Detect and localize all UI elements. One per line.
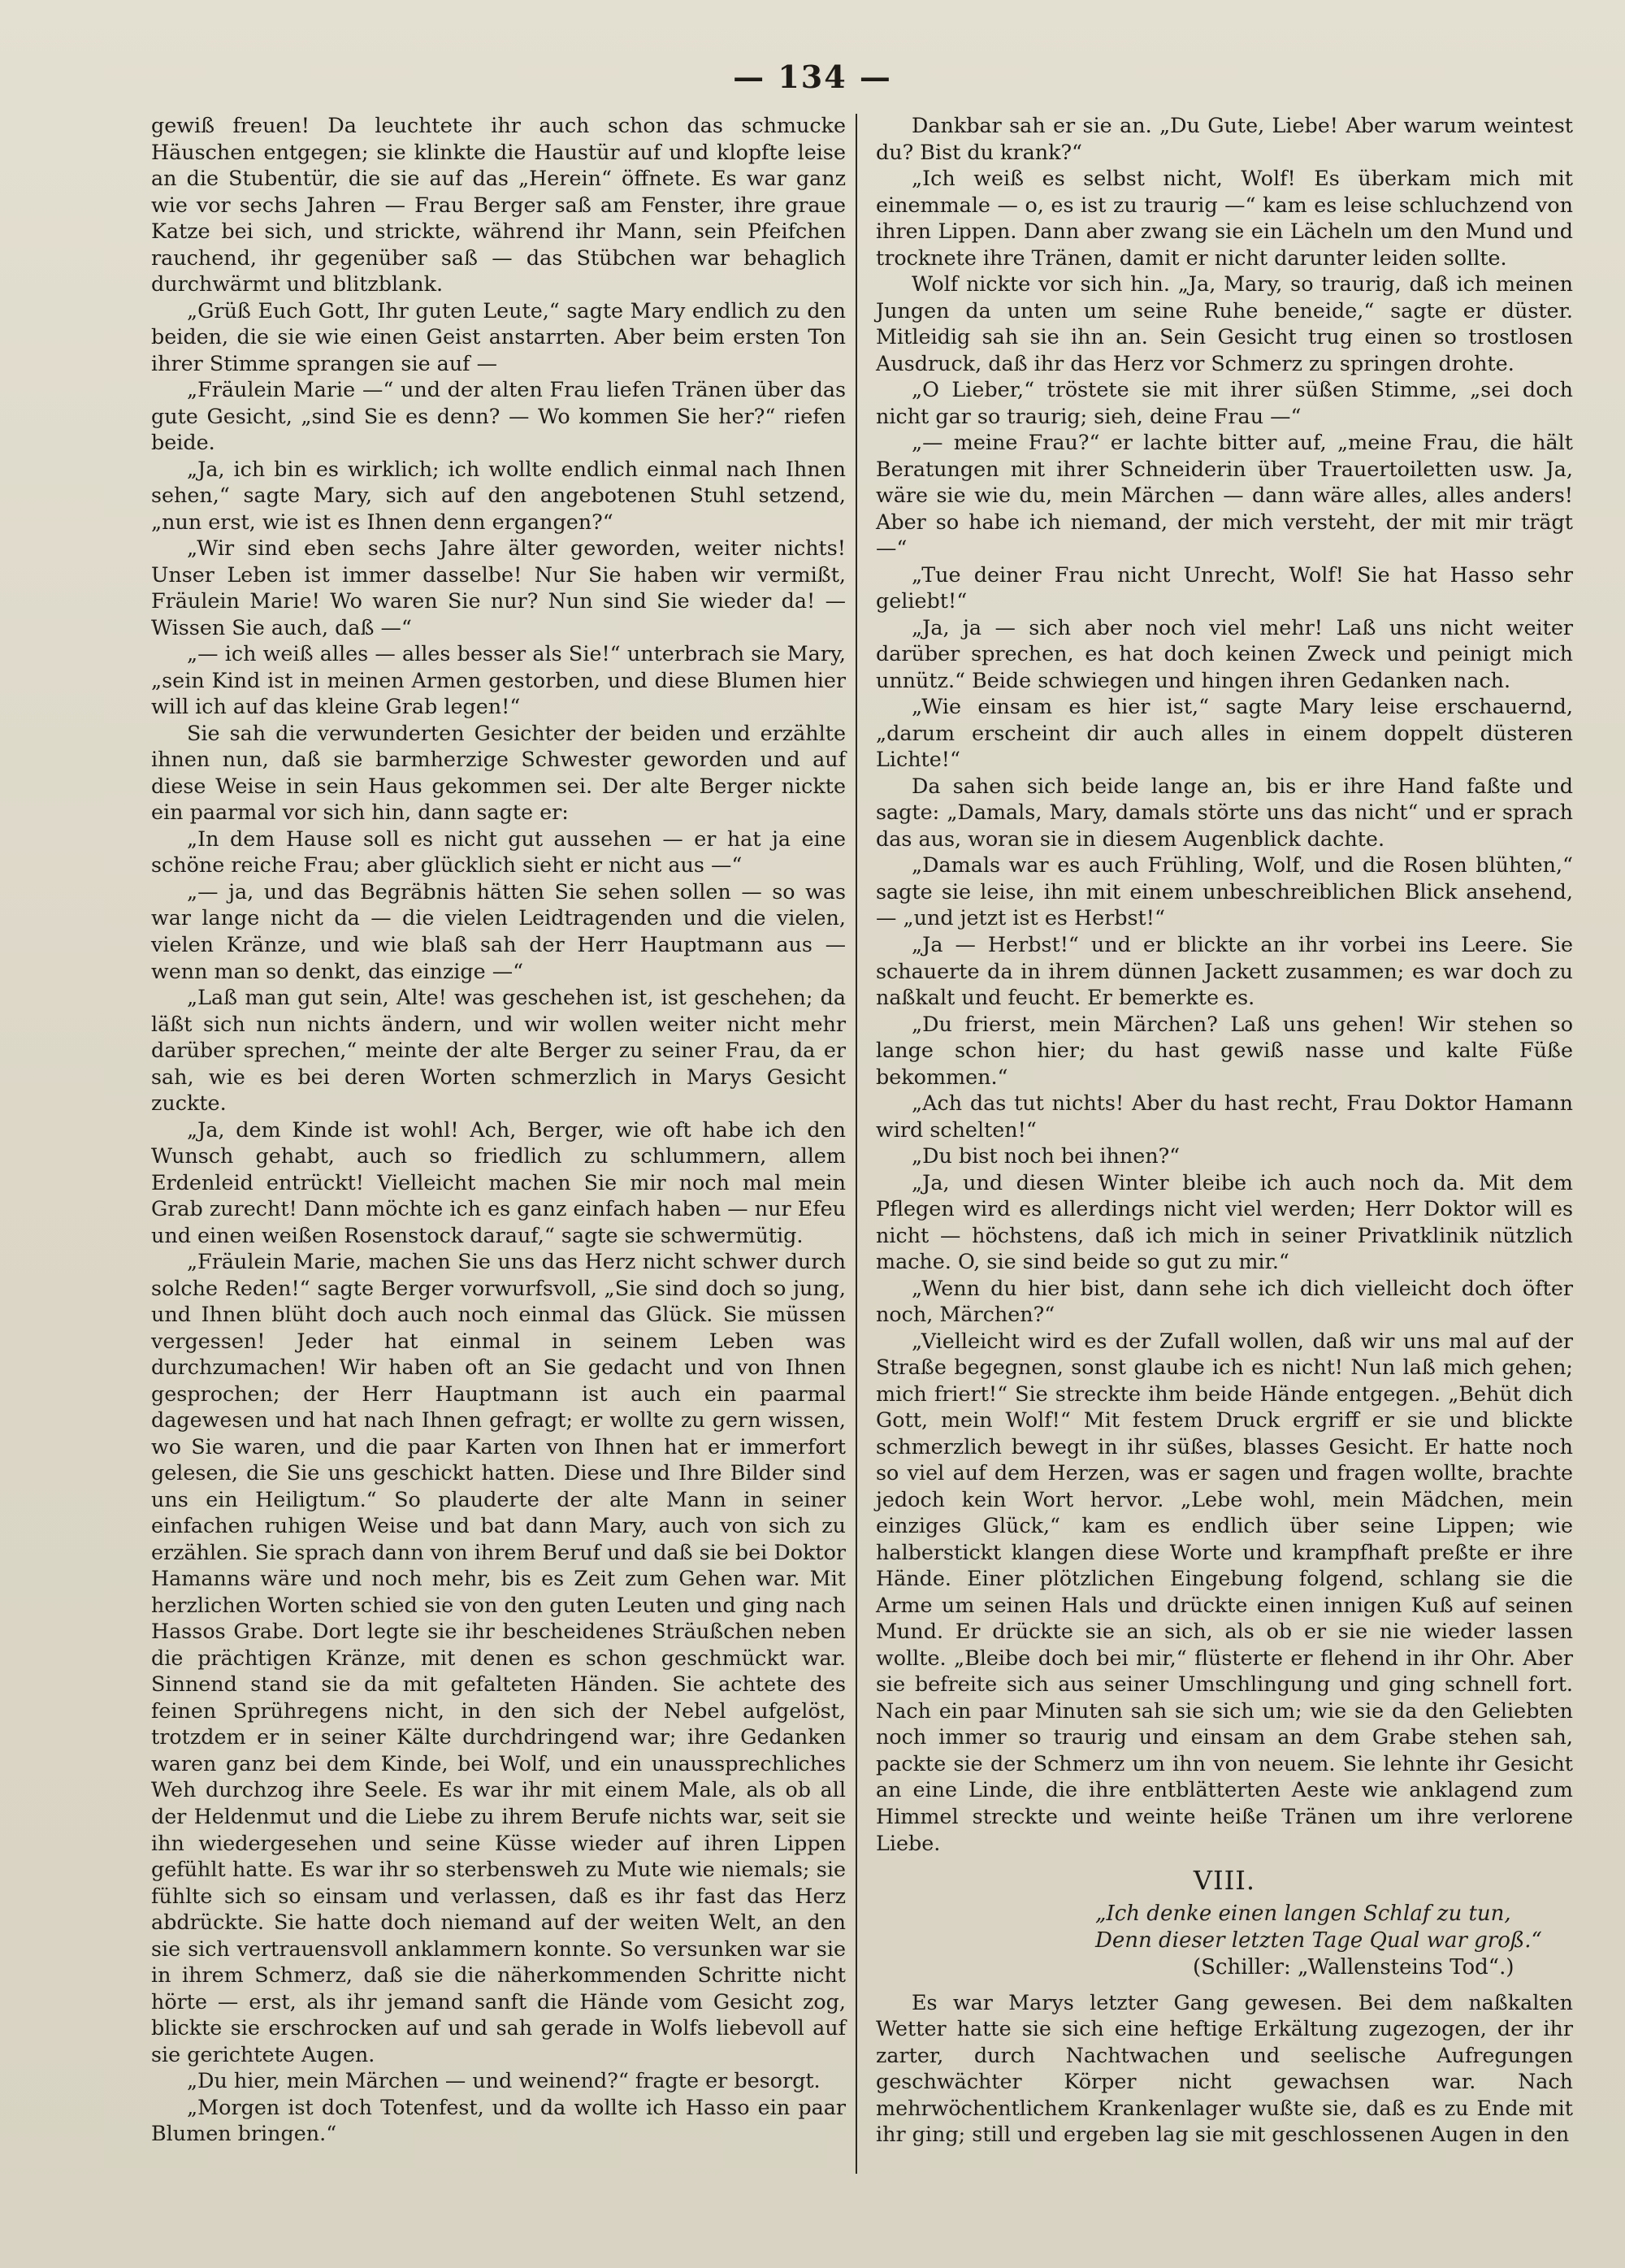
paragraph: „Vielleicht wird es der Zufall wollen, daß wir uns mal auf der Straße begegnen, sonst glaube ich es nicht! Nun laß mich gehen; mich friert!“ Sie streckte ihm beide Hände entgegen. „Behüt dich Gott, mein Wolf!“ Mit festem Druck ergriff er sie und blickte schmerzlich bewegt in ihr süßes, blasses Gesicht. Er hatte noch so viel auf dem Herzen, was er sagen und fragen wollte, brachte jedoch kein Wort hervor. „Lebe wohl, mein Mädchen, mein einziges Glück,“ kam es endlich über seine Lippen; wie halberstickt klangen diese Worte und krampfhaft preßte er ihre Hände. Einer plötzlichen Eingebung folgend, schlang sie die Arme um seinen Hals und drückte einen innigen Kuß auf seinen Mund. Er drückte sie an sich, als ob er sie nie wieder lassen wollte. „Bleibe doch bei mir,“ flüsterte er flehend in ihr Ohr. Aber sie befreite sich aus seiner Umschlingung und ging schnell fort. Nach ein paar Minuten sah sie sich um; wie sie da den Geliebten noch immer so traurig und einsam an dem Grabe stehen sah, packte sie der Schmerz um ihn von neuem. Sie lehnte ihr Gesicht an eine Linde, die ihre entblätterten Aeste wie anklagend zum Himmel streckte und weinte heiße Tränen um ihre verlorene Liebe. — [876, 1328, 1573, 1855]
paragraph: „Ja, ich bin es wirklich; ich wollte endlich einmal nach Ihnen sehen,“ sagte Mary, sich auf den angebotenen Stuhl setzend, „nun erst, wie ist es Ihnen denn ergangen?“ — [151, 456, 846, 534]
paragraph: „Tue deiner Frau nicht Unrecht, Wolf! Sie hat Hasso sehr geliebt!“ — [876, 562, 1573, 614]
closing-paragraph: Es war Marys letzter Gang gewesen. Bei dem naßkalten Wetter hatte sie sich eine heftige Erkältung zugezogen, der ihr zarter, durch Nachtwachen und seelische Aufregungen geschwächter Körper nicht gewachsen war. Nach mehrwöchentlichem Krankenlager wußte sie, daß es zu Ende mit ihr ging; still und ergeben lag sie mit geschlossenen Augen in den — [876, 1989, 1573, 2147]
paragraph: „Wir sind eben sechs Jahre älter geworden, weiter nichts! Unser Leben ist immer dasselbe! Nur Sie haben wir vermißt, Fräulein Marie! Wo waren Sie nur? Nun sind Sie wieder da! — Wissen Sie auch, daß —“ — [151, 536, 846, 640]
paragraph: „Ja, und diesen Winter bleibe ich auch noch da. Mit dem Pflegen wird es allerdings nicht viel werden; Herr Doktor will es nicht — höchstens, daß ich mich in seiner Privatklinik nützlich mache. O, sie sind beide so gut zu mir.“ — [876, 1169, 1573, 1274]
paragraph: „— meine Frau?“ er lachte bitter auf, „meine Frau, die hält Beratungen mit ihrer Schneiderin über Trauertoiletten usw. Ja, wäre sie wie du, mein Märchen — dann wäre alles, alles anders! Aber so habe ich niemand, der mich versteht, der mit mir trägt —“ — [876, 430, 1573, 561]
paragraph: „Du frierst, mein Märchen? Laß uns gehen! Wir stehen so lange schon hier; du hast gewiß nasse und kalte Füße bekommen.“ — [876, 1011, 1573, 1089]
epigraph-source: (Schiller: „Wallensteins Tod“.) — [1193, 1954, 1514, 1980]
paragraph: „Du bist noch bei ihnen?“ — [912, 1143, 1181, 1169]
paragraph: „Fräulein Marie —“ und der alten Frau liefen Tränen über das gute Gesicht, „sind Sie es denn? — Wo kommen Sie her?“ riefen beide. — [151, 377, 846, 455]
right-column — [876, 112, 1573, 2148]
right-column-paragraphs — [876, 112, 1573, 1856]
paragraph: „Ja, ja — sich aber noch viel mehr! Laß uns nicht weiter darüber sprechen, es hat doch keinen Zweck und peinigt mich unnütz.“ Beide schwiegen und hingen ihren Gedanken nach. — [876, 614, 1573, 692]
left-column — [151, 112, 846, 2147]
paragraph: „— ich weiß alles — alles besser als Sie!“ unterbrach sie Mary, „sein Kind ist in meinen Armen gestorben, und diese Blumen hier will ich auf das kleine Grab legen!“ — [151, 641, 846, 719]
paragraph: „Ja — Herbst!“ und er blickte an ihr vorbei ins Leere. Sie schauerte da in ihrem dünnen Jackett zusammen; es war doch zu naßkalt und feucht. Er bemerkte es. — [876, 931, 1573, 1010]
paragraph: gewiß freuen! Da leuchtete ihr auch schon das schmucke Häuschen entgegen; sie klinkte die Haustür auf und klopfte leise an die Stubentür, die sie auf das „Herein“ öffnete. Es war ganz wie vor sechs Jahren — Frau Berger saß am Fenster, ihre graue Katze bei sich, und strickte, während ihr Mann, sein Pfeifchen rauchend, ihr gegenüber saß — das Stübchen war behaglich durchwärmt und blitzblank. — [151, 113, 846, 297]
paragraph: „In dem Hause soll es nicht gut aussehen — er hat ja eine schöne reiche Frau; aber glücklich sieht er nicht aus —“ — [151, 826, 846, 878]
paragraph: „Morgen ist doch Totenfest, und da wollte ich Hasso ein paar Blumen bringen.“ — [151, 2094, 846, 2146]
paragraph: „Grüß Euch Gott, Ihr guten Leute,“ sagte Mary endlich zu den beiden, die sie wie einen Geist anstarrten. Aber beim ersten Ton ihrer Stimme sprangen sie auf — — [151, 297, 846, 375]
epigraph-line-2: Denn dieser letzten Tage Qual war groß.“ — [1095, 1928, 1542, 1953]
paragraph: „Wie einsam es hier ist,“ sagte Mary leise erschauernd, „darum erscheint dir auch alles in einem doppelt düsteren Lichte!“ — [876, 694, 1573, 772]
paragraph: Wolf nickte vor sich hin. „Ja, Mary, so traurig, daß ich meinen Jungen da unten um seine Ruhe beneide,“ sagte er düster. Mitleidig sah sie ihn an. Sein Gesicht trug einen so trostlosen Ausdruck, daß ihr das Herz vor Schmerz zu springen drohte. — [876, 271, 1573, 375]
paragraph: Da sahen sich beide lange an, bis er ihre Hand faßte und sagte: „Damals, Mary, damals störte uns das nicht“ und er sprach das aus, woran sie in diesem Augenblick dachte. — [876, 773, 1573, 851]
chapter-heading: VIII. — [1193, 1865, 1256, 1897]
column-divider — [856, 114, 857, 2174]
paragraph: Sie sah die verwunderten Gesichter der beiden und erzählte ihnen nun, daß sie barmherzige Schwester geworden und auf diese Weise in sein Haus gekommen sei. Der alte Berger nickte ein paarmal vor sich hin, dann sagte er: — [151, 720, 846, 825]
epigraph-line-1: „Ich denke einen langen Schlaf zu tun, — [1095, 1901, 1511, 1926]
paragraph: „— ja, und das Begräbnis hätten Sie sehen sollen — so was war lange nicht da — die vielen Leidtragenden und die vielen, vielen Kränze, und wie blaß sah der Herr Hauptmann aus — wenn man so denkt, das einzige —“ — [151, 878, 846, 983]
paragraph: „Ja, dem Kinde ist wohl! Ach, Berger, wie oft habe ich den Wunsch gehabt, auch so friedlich zu schlummern, allem Erdenleid entrückt! Vielleicht machen Sie mir noch mal mein Grab zurecht! Dann möchte ich es ganz einfach haben — nur Efeu und einen weißen Rosenstock darauf,“ sagte sie schwermütig. — [151, 1117, 846, 1247]
paragraph: „Ach das tut nichts! Aber du hast recht, Frau Doktor Hamann wird schelten!“ — [876, 1091, 1573, 1142]
paragraph: „Damals war es auch Frühling, Wolf, und die Rosen blühten,“ sagte sie leise, ihn mit einem unbeschreiblichen Blick ansehend, — „und jetzt ist es Herbst!“ — [876, 852, 1573, 930]
paragraph: „Ich weiß es selbst nicht, Wolf! Es überkam mich mit einemmale — o, es ist zu traurig —“ kam es leise schluchzend von ihren Lippen. Dann aber zwang sie ein Lächeln um den Mund und trocknete ihre Tränen, damit er nicht darunter leiden sollte. — [876, 166, 1573, 270]
epigraph — [1095, 1901, 1573, 1981]
paragraph: „O Lieber,“ tröstete sie mit ihrer süßen Stimme, „sei doch nicht gar so traurig; sieh, deine Frau —“ — [876, 377, 1573, 428]
page-number: — 134 — — [733, 59, 892, 95]
paragraph: Dankbar sah er sie an. „Du Gute, Liebe! Aber warum weintest du? Bist du krank?“ — [876, 113, 1573, 164]
paragraph: „Laß man gut sein, Alte! was geschehen ist, ist geschehen; da läßt sich nun nichts ändern, und wir wollen weiter nicht mehr darüber sprechen,“ meinte der alte Berger zu seiner Frau, da er sah, wie es bei deren Worten schmerzlich in Marys Gesicht zuckte. — [151, 985, 846, 1116]
paragraph: „Fräulein Marie, machen Sie uns das Herz nicht schwer durch solche Reden!“ sagte Berger vorwurfsvoll, „Sie sind doch so jung, und Ihnen blüht doch auch noch einmal das Glück. Sie müssen vergessen! Jeder hat einmal in seinem Leben was durchzumachen! Wir haben oft an Sie gedacht und von Ihnen gesprochen; der Herr Hauptmann ist auch ein paarmal dagewesen und hat nach Ihnen gefragt; er wollte zu gern wissen, wo Sie waren, und die paar Karten von Ihnen hat er immerfort gelesen, die Sie uns geschickt hatten. Diese und Ihre Bilder sind uns ein Heiligtum.“ So plauderte der alte Mann in seiner einfachen ruhigen Weise und bat dann Mary, auch von sich zu erzählen. Sie sprach dann von ihrem Beruf und daß sie bei Doktor Hamanns wäre und noch mehr, bis es Zeit zum Gehen war. Mit herzlichen Worten schied sie von den guten Leuten und ging nach Hassos Grabe. Dort legte sie ihr bescheidenes Sträußchen neben die prächtigen Kränze, mit denen es schon geschmückt war. Sinnend stand sie da mit gefalteten Händen. Sie achtete des feinen Sprühregens nicht, in den sich der Nebel aufgelöst, trotzdem er in seiner Kälte durchdringend war; ihre Gedanken waren ganz bei dem Kinde, bei Wolf, und ein unaussprechliches Weh durchzog ihre Seele. Es war ihr mit einem Male, als ob all der Heldenmut und die Liebe zu ihrem Berufe nichts war, seit sie ihn wiedergesehen und seine Küsse wieder auf ihren Lippen gefühlt hatte. Es war ihr so sterbensweh zu Mute wie niemals; sie fühlte sich so einsam und verlassen, daß es ihr fast das Herz abdrückte. Sie hatte doch niemand auf der weiten Welt, an den sie sich vertrauensvoll anklammern konnte. So versunken war sie in ihrem Schmerz, daß sie die näherkommenden Schritte nicht hörte — erst, als ihr jemand sanft die Hände vom Gesicht zog, blickte sie erschrocken auf und sah gerade in Wolfs liebevoll auf sie gerichtete Augen. — [151, 1249, 846, 2066]
paragraph: „Wenn du hier bist, dann sehe ich dich vielleicht doch öfter noch, Märchen?“ — [876, 1275, 1573, 1327]
paragraph: „Du hier, mein Märchen — und weinend?“ fragte er besorgt. — [187, 2068, 821, 2093]
